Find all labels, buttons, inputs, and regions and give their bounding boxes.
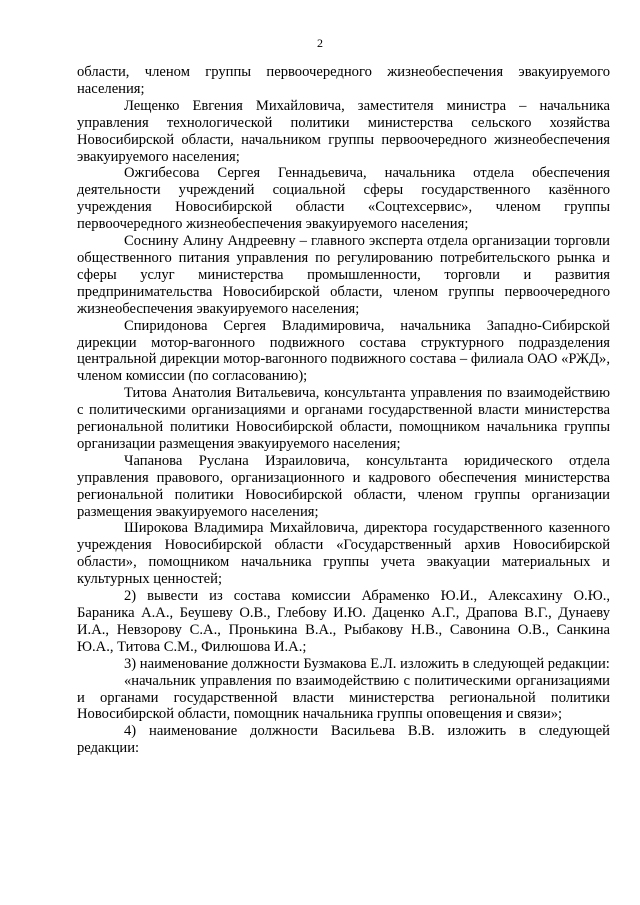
paragraph: Титова Анатолия Витальевича, консультанта управления по взаимодействию с политическими организациями и органами государственной власти министерства региональной политики Новосибирской области, помощником начальника группы организации размещения эвакуируемого населения;: [77, 385, 610, 452]
paragraph: 3) наименование должности Бузмакова Е.Л. изложить в следующей редакции:: [124, 655, 610, 672]
paragraph: «начальник управления по взаимодействию с политическими организациями и органами государственной власти министерства региональной политики Новосибирской области, помощник начальника группы оповещения и связи»;: [77, 672, 610, 723]
paragraph: Ожгибесова Сергея Геннадьевича, начальника отдела обеспечения деятельности учреждений социальной сферы государственного казённого учреждения Новосибирской области «Соцтехсервис», членом группы первоочередного жизнеобеспечения эвакуируемого населения;: [77, 165, 610, 233]
document-body: [77, 64, 610, 757]
paragraph: области, членом группы первоочередного жизнеобеспечения эвакуируемого населения;: [77, 64, 610, 97]
paragraph: 2) вывести из состава комиссии Абраменко Ю.И., Алексахину О.Ю., Бараника А.А., Беушеву О.В., Глебову И.Ю. Даценко А.Г., Драпова В.Г., Дунаеву И.А., Невзорову С.А., Пронькина В.А., Рыбакову Н.В., Савонина О.В., Санкина Ю.А., Титова С.М., Филюшова И.А.;: [77, 588, 610, 655]
paragraph: 4) наименование должности Васильева В.В. изложить в следующей редакции:: [77, 723, 610, 757]
paragraph: Соснину Алину Андреевну – главного эксперта отдела организации торговли общественного питания управления по регулированию потребительского рынка и сферы услуг министерства промышленности, торговли и развития предпринимательства Новосибирской области, членом группы первоочередного жизнеобеспечения эвакуируемого населения;: [77, 233, 610, 317]
paragraph: Широкова Владимира Михайловича, директора государственного казенного учреждения Новосибирской области «Государственный архив Новосибирской области», помощником начальника группы учета эвакуации материальных и культурных ценностей;: [77, 520, 610, 588]
paragraph: Спиридонова Сергея Владимировича, начальника Западно-Сибирской дирекции мотор-вагонного подвижного состава структурного подразделения центральной дирекции мотор-вагонного подвижного состава – филиала ОАО «РЖД», членом комиссии (по согласованию);: [77, 317, 610, 385]
paragraph: Лещенко Евгения Михайловича, заместителя министра – начальника управления технологической политики министерства сельского хозяйства Новосибирской области, начальником группы первоочередного жизнеобеспечения эвакуируемого населения;: [77, 97, 610, 165]
page-number: 2: [317, 36, 323, 50]
paragraph: Чапанова Руслана Израиловича, консультанта юридического отдела управления правового, организационного и кадрового обеспечения министерства региональной политики Новосибирской области, членом группы организации размещения эвакуируемого населения;: [77, 452, 610, 520]
